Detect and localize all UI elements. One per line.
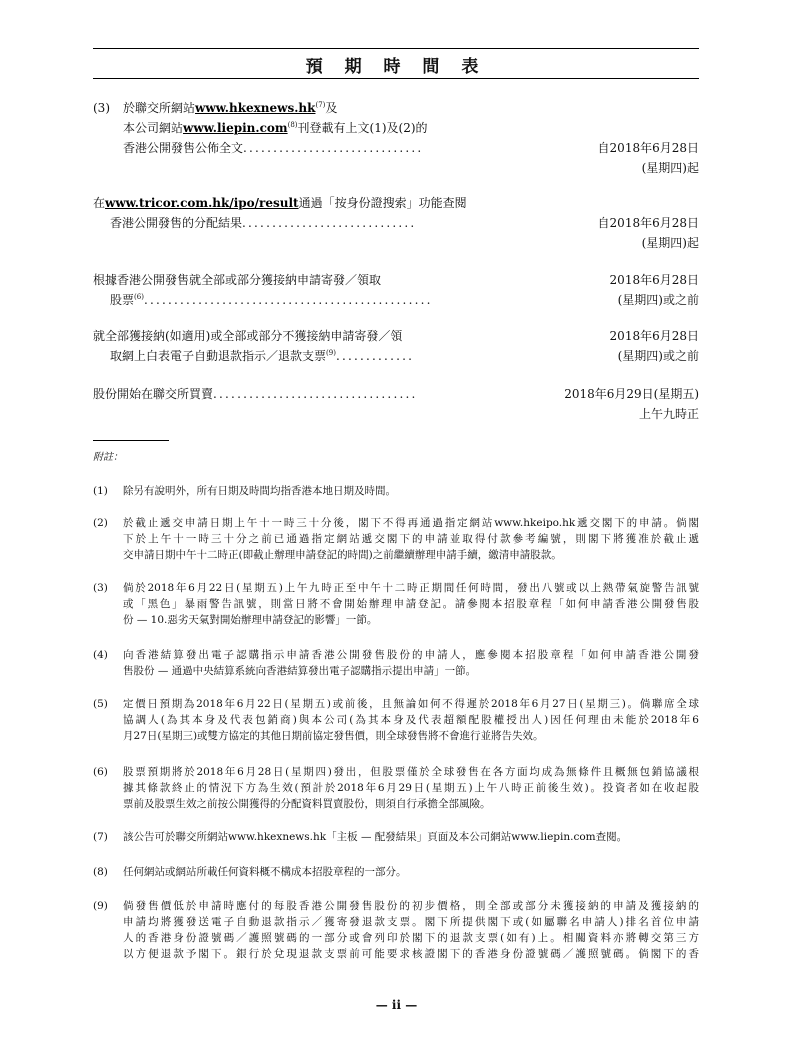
item-line: 香港公開發售的分配結果............................. [110,216,417,230]
schedule-item [93,328,699,368]
tricor-link[interactable]: www.tricor.com.hk/ipo/result [105,196,299,210]
schedule-item [93,195,699,255]
note-text: 股票預期將於2018年6月28日(星期四)發出，但股票僅於全球發售在各方面均成為無條件且概無包銷協議根 據其條款終止的情況下方為生效(預計於2018年6月29日(星期五)上午八時正前後生效)。投資者如在收起股 票前及股票生效之前按公開獲得的分配資料買賣股份，則須自行承擔全部風險。 [123,766,699,810]
note-number: (2) [93,517,108,529]
item-line: 香港公開發售公佈全文.............................. [123,141,424,155]
item-line: 在www.tricor.com.hk/ipo/result通過「按身份證搜索」功能查閱 [93,196,467,210]
note-text: 倘發售價低於申請時應付的每股香港公開發售股份的初步價格，則全部或部分未獲接納的申請及獲接納的 申請均將獲發送電子自動退款指示／獲寄發退款支票。閣下所提供閣下或(如屬聯名申請人)排名首位申請 人的香港身份證號碼／護照號碼的一部分或會列印於閣下的退款支票(如有)上。相關資料亦將轉交第三方 以方便退款予閣下。銀行於兌現退款支票前可能要求核證閣下的香港身份證號碼／護照號碼。倘閣下的香 [123,900,699,960]
note-text: 向香港結算發出電子認購指示申請香港公開發售股份的申請人，應參閱本招股章程「如何申請香港公開發 售股份 — 通過中央結算系統向香港結算發出電子認購指示提出申請」一節。 [123,649,699,677]
item-line: 股票$^{(6)}$................................................ [110,293,433,307]
item-date-day: 上午九時正 [638,407,699,421]
hkexnews-link[interactable]: www.hkexnews.hk [195,101,316,115]
item-date: 自2018年6月28日 [597,216,699,230]
note-number: (6) [93,766,108,778]
note-text: 該公告可於聯交所網站www.hkexnews.hk「主板 — 配發結果」頁面及本公司網站www.liepin.com查閱。 [123,831,628,843]
item-line: 本公司網站www.liepin.com$^{(8)}$刊登載有上文(1)及(2)的 [123,121,428,135]
note-number: (1) [93,485,108,497]
item-line: 股份開始在聯交所買賣.................................. [93,387,418,401]
note-number: (7) [93,831,108,843]
schedule-item [93,386,699,426]
header-bottom-rule [93,78,699,79]
header-top-rule [93,48,699,49]
item-line: 根據香港公開發售就全部或部分獲接納申請寄發／領取 [93,273,382,287]
page-title: 預 期 時 間 表 [305,57,487,77]
note-number: (5) [93,698,108,710]
note-text: 定價日預期為2018年6月22日(星期五)或前後，且無論如何不得遲於2018年6月27日(星期三)。倘聯席全球 協調人(為其本身及代表包銷商)與本公司(為其本身及代表超額配股權授出人)因任何理由未能於2018年6 月27日(星期三)或雙方協定的其他日期前協定發售價，則全球發售將不會進行並將告失效。 [123,698,699,742]
notes-label: 附註： [93,452,123,463]
item-date-day: (星期四)起 [641,161,699,175]
item-line: 於聯交所網站$www.hkexnews.hk^{(7)}$及 [123,101,338,115]
schedule-item [93,100,699,180]
schedule-item [93,272,699,312]
item-number: (3) [93,101,110,115]
item-line: 就全部獲接納(如適用)或全部或部分不獲接納申請寄發／領 [93,329,403,343]
item-date-day: (星期四)或之前 [617,293,699,307]
note-text: 於截止遞交申請日期上午十一時三十分後，閣下不得再通過指定網站www.hkeipo.hk遞交閣下的申請。倘閣 下於上午十一時三十分之前已通過指定網站遞交閣下的申請並取得付款參考編號，則閣下將獲准於截止遞 交申請日期中午十二時正(即截止辦理申請登記的時間)之前繼續辦理申請手續，繳清申請股款。 [123,517,699,561]
notes-divider [93,440,169,441]
note-number: (4) [93,649,108,661]
note-number: (9) [93,900,108,912]
item-date-day: (星期四)起 [641,236,699,250]
note-number: (3) [93,582,108,594]
note-number: (8) [93,866,108,878]
item-date: 2018年6月28日 [609,273,699,287]
item-date-day: (星期四)或之前 [617,349,699,363]
item-date: 2018年6月29日(星期五) [564,387,699,401]
liepin-link[interactable]: www.liepin.com [183,121,288,135]
note-text: 任何網站或網站所載任何資料概不構成本招股章程的一部分。 [123,866,407,878]
item-line: 取網上白表電子自動退款指示／退款支票$^{(9)}$............. [110,349,415,363]
note-text: 除另有說明外，所有日期及時間均指香港本地日期及時間。 [123,485,396,497]
page-number: — ii — [375,998,418,1012]
item-date: 2018年6月28日 [609,329,699,343]
note-text: 倘於2018年6月22日(星期五)上午九時正至中午十二時正期間任何時間，發出八號或以上熱帶氣旋警告訊號 或「黑色」暴雨警告訊號，則當日將不會開始辦理申請登記。請參閱本招股章程「如何申請香港公開發售股 份 — 10.惡劣天氣對開始辦理申請登記的影響」一節。 [123,582,699,626]
item-date: 自2018年6月28日 [597,141,699,155]
